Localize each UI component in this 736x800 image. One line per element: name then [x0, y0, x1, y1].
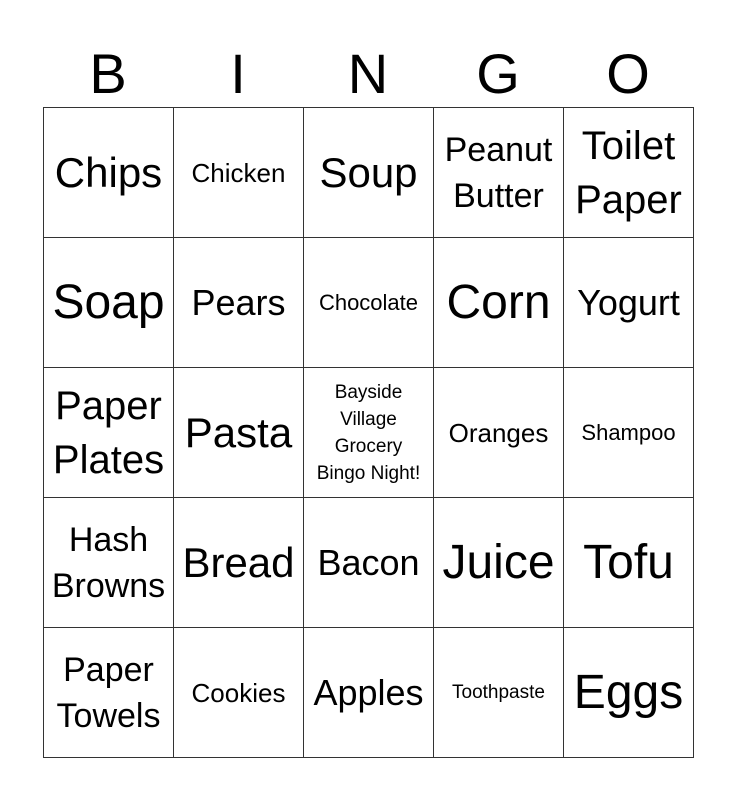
cell-label: Cookies — [191, 677, 286, 708]
bingo-cell[interactable] — [564, 108, 694, 238]
cell-label: Yogurt — [577, 281, 680, 323]
cell-label: Apples — [313, 671, 424, 713]
header-letter-g: G — [476, 42, 520, 105]
cell-label: Peanut Butter — [444, 130, 553, 215]
cell-label: Pasta — [184, 408, 293, 456]
bingo-cell[interactable] — [174, 368, 304, 498]
cell-label: Soap — [52, 275, 165, 329]
bingo-cell[interactable] — [304, 108, 434, 238]
bingo-cell[interactable] — [44, 498, 174, 628]
bingo-cell[interactable] — [44, 238, 174, 368]
header-letter-o: O — [606, 42, 650, 105]
cell-label: Eggs — [573, 665, 684, 719]
free-space-label: Bayside Village Grocery Bingo Night! — [316, 381, 421, 484]
bingo-cell[interactable] — [304, 498, 434, 628]
bingo-cell[interactable] — [434, 498, 564, 628]
bingo-cell[interactable] — [304, 628, 434, 758]
bingo-cell[interactable] — [564, 628, 694, 758]
cell-label: Chocolate — [318, 289, 419, 315]
bingo-cell[interactable] — [44, 628, 174, 758]
cell-label: Corn — [446, 275, 551, 329]
bingo-cell[interactable] — [44, 108, 174, 238]
cell-label: Shampoo — [581, 419, 676, 445]
bingo-cell[interactable] — [304, 238, 434, 368]
bingo-header — [43, 42, 693, 106]
cell-label: Chips — [54, 148, 163, 196]
header-letter-i: I — [230, 42, 246, 105]
cell-label: Toothpaste — [452, 681, 545, 703]
bingo-cell[interactable] — [564, 368, 694, 498]
header-letter-n: N — [347, 42, 389, 105]
cell-label: Bacon — [317, 541, 420, 583]
bingo-cell[interactable] — [434, 108, 564, 238]
cell-label: Hash Browns — [51, 520, 166, 605]
bingo-cell[interactable] — [44, 368, 174, 498]
free-space-cell[interactable] — [304, 368, 434, 498]
cell-label: Bread — [182, 538, 295, 586]
cell-label: Paper Plates — [52, 383, 165, 482]
bingo-cell[interactable] — [174, 498, 304, 628]
bingo-cell[interactable] — [564, 238, 694, 368]
bingo-cell[interactable] — [434, 628, 564, 758]
cell-label: Soup — [319, 148, 418, 196]
bingo-cell[interactable] — [174, 628, 304, 758]
bingo-cell[interactable] — [174, 108, 304, 238]
header-letter-b: B — [89, 42, 127, 105]
cell-label: Oranges — [448, 417, 549, 448]
bingo-cell[interactable] — [434, 368, 564, 498]
bingo-cell[interactable] — [564, 498, 694, 628]
bingo-cell[interactable] — [174, 238, 304, 368]
bingo-board — [43, 107, 694, 758]
cell-label: Pears — [191, 281, 286, 323]
cell-label: Juice — [442, 535, 555, 589]
cell-label: Toilet Paper — [575, 123, 682, 222]
cell-label: Chicken — [191, 157, 286, 188]
bingo-cell[interactable] — [434, 238, 564, 368]
cell-label: Paper Towels — [56, 650, 161, 735]
cell-label: Tofu — [583, 535, 674, 589]
